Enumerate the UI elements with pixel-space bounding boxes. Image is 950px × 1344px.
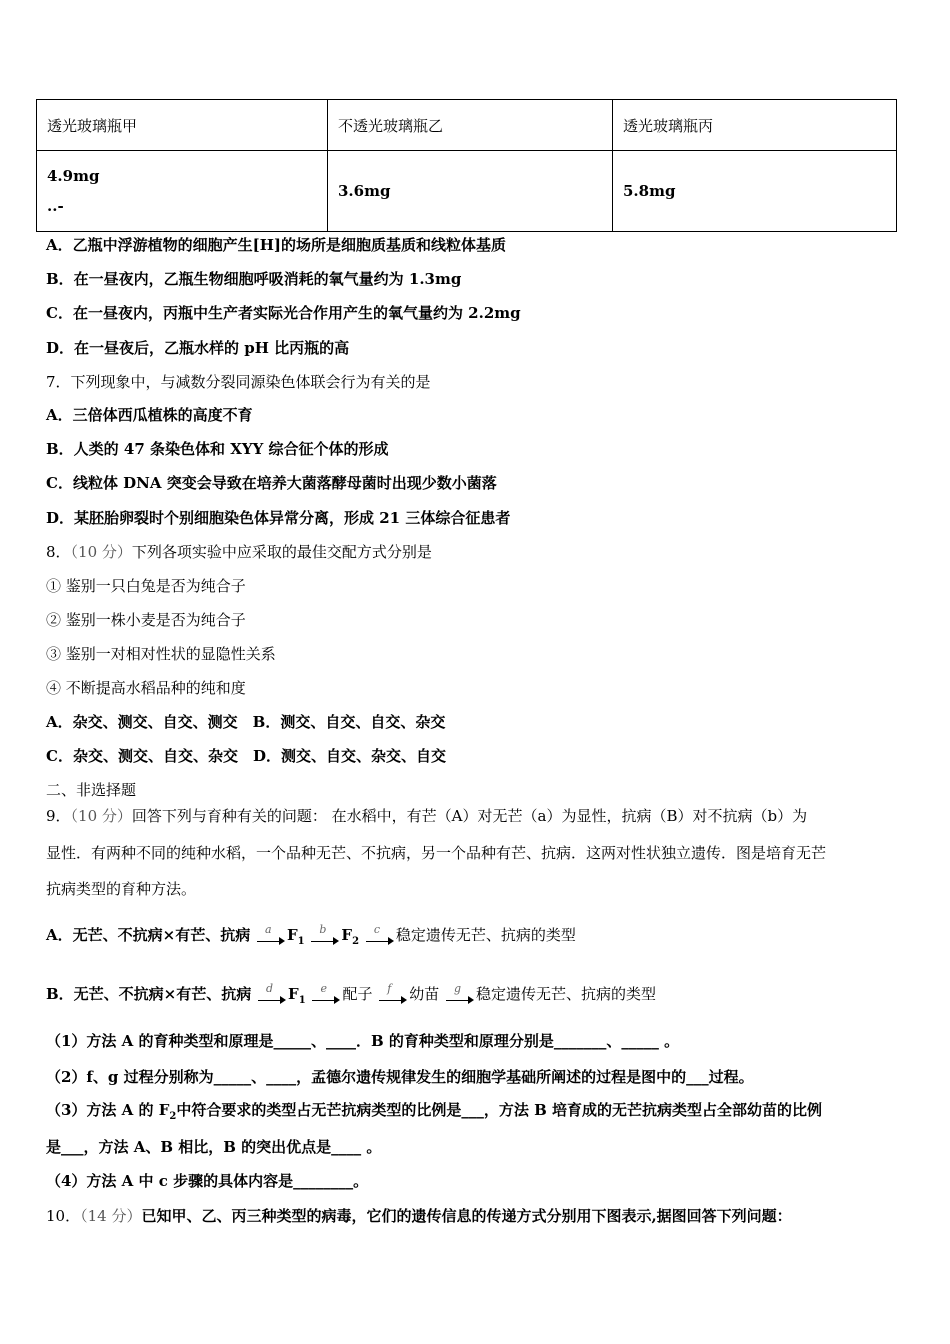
- q10-number: 10．: [46, 1207, 81, 1225]
- f1-letter: F: [287, 926, 298, 944]
- method-b-seedlings: 幼苗: [409, 985, 440, 1003]
- q8-stem-line: [46, 542, 432, 562]
- method-a-start: A．无芒、不抗病×有芒、抗病: [46, 926, 251, 944]
- method-a-f2: [341, 926, 360, 947]
- q8-number: 8．: [46, 543, 71, 561]
- method-a-end: 稳定遗传无芒、抗病的类型: [395, 926, 576, 944]
- q8-score: （10 分）: [70, 543, 132, 561]
- arrow-e-label: e: [320, 982, 327, 995]
- arrow-d: [258, 982, 286, 1011]
- q9-part-2: （2）f、g 过程分别称为_____、____，孟德尔遗传规律发生的细胞学基础所阐述的过程是图中的___过程。: [46, 1068, 754, 1086]
- q8-item-4: ④ 不断提高水稻品种的纯和度: [46, 679, 246, 697]
- q9-score: （10 分）: [70, 807, 132, 825]
- value-jia-mark: ..-: [47, 197, 64, 215]
- q7-option-c: C．线粒体 DNA 突变会导致在培养大菌落酵母菌时出现少数小菌落: [46, 474, 497, 492]
- arrow-b-label: b: [319, 923, 327, 936]
- table-header-row: [37, 100, 897, 151]
- q9-part-3-pre: （3）方法 A 的 F: [46, 1101, 170, 1119]
- arrow-g-label: g: [454, 982, 462, 995]
- results-table: [36, 99, 897, 232]
- q9-part-3-line-2: 是___，方法 A、B 相比，B 的突出优点是____ 。: [46, 1138, 382, 1156]
- b-f1-subscript: 1: [298, 995, 306, 1006]
- arrow-e: [312, 982, 340, 1011]
- method-b-start: B．无芒、不抗病×有芒、抗病: [46, 985, 252, 1003]
- f2-subscript: 2: [352, 936, 360, 947]
- method-b-f1: [288, 985, 306, 1006]
- q6-option-d: D．在一昼夜后，乙瓶水样的 pH 比丙瓶的高: [46, 339, 350, 357]
- q8-item-1: ① 鉴别一只白兔是否为纯合子: [46, 577, 246, 595]
- q10-score: （14 分）: [80, 1207, 142, 1225]
- arrow-a-label: a: [265, 923, 272, 936]
- arrow-f: [379, 982, 407, 1011]
- q10-stem: 已知甲、乙、丙三种类型的病毒，它们的遗传信息的传递方式分别用下图表示,据图回答下列问题：: [141, 1207, 792, 1225]
- arrow-g: [446, 982, 474, 1011]
- q9-stem-line-2: 显性．有两种不同的纯种水稻，一个品种无芒、不抗病，另一个品种有芒、抗病．这两对性状独立遗传．图是培育无芒: [46, 844, 827, 862]
- q9-stem-line-3: 抗病类型的育种方法。: [46, 880, 197, 898]
- q8-options-ab: A．杂交、测交、自交、测交 B．测交、自交、自交、杂交: [46, 713, 446, 731]
- q8-stem: 下列各项实验中应采取的最佳交配方式分别是: [131, 543, 432, 561]
- q9-part-1: （1）方法 A 的育种类型和原理是_____、____．B 的育种类型和原理分别是_______、_____ 。: [46, 1032, 680, 1050]
- value-bottle-bing: 5.8mg: [613, 151, 897, 232]
- f1-subscript: 1: [297, 936, 305, 947]
- value-bottle-jia: [37, 151, 328, 232]
- method-b-flow: [46, 984, 656, 1011]
- method-b-end: 稳定遗传无芒、抗病的类型: [476, 985, 657, 1003]
- method-b-gametes: 配子: [342, 985, 373, 1003]
- header-bottle-jia: 透光玻璃瓶甲: [37, 100, 328, 151]
- q6-option-c: C．在一昼夜内，丙瓶中生产者实际光合作用产生的氧气量约为 2.2mg: [46, 304, 521, 322]
- q6-option-a: A．乙瓶中浮游植物的细胞产生[H]的场所是细胞质基质和线粒体基质: [46, 236, 507, 254]
- q7-option-b: B．人类的 47 条染色体和 XYY 综合征个体的形成: [46, 440, 389, 458]
- q7-option-a: A．三倍体西瓜植株的高度不育: [46, 406, 253, 424]
- arrow-c: [366, 923, 394, 952]
- q9-part-3-post: 中符合要求的类型占无芒抗病类型的比例是___，方法 B 培育成的无芒抗病类型占全部幼苗的比例: [176, 1101, 823, 1119]
- q8-item-2: ② 鉴别一株小麦是否为纯合子: [46, 611, 246, 629]
- b-f1-letter: F: [288, 985, 299, 1003]
- method-a-f1: [287, 926, 305, 947]
- q9-part-3-sub: 2: [169, 1111, 177, 1122]
- header-bottle-bing: 透光玻璃瓶丙: [613, 100, 897, 151]
- q9-part-4: （4）方法 A 中 c 步骤的具体内容是________。: [46, 1172, 369, 1190]
- f2-letter: F: [341, 926, 353, 944]
- table-value-row: [37, 151, 897, 232]
- q9-stem-1: 回答下列与育种有关的问题： 在水稻中，有芒（A）对无芒（a）为显性，抗病（B）对不抗病（b）为: [131, 807, 808, 825]
- value-jia-number: 4.9mg: [47, 167, 100, 185]
- q8-item-3: ③ 鉴别一对相对性状的显隐性关系: [46, 645, 276, 663]
- arrow-b: [311, 923, 339, 952]
- q9-part-3-line-1: [46, 1100, 822, 1127]
- q7-stem: 7．下列现象中，与减数分裂同源染色体联会行为有关的是: [46, 373, 431, 391]
- method-a-flow: [46, 925, 576, 952]
- q9-number: 9．: [46, 807, 71, 825]
- q8-options-cd: C．杂交、测交、自交、杂交 D．测交、自交、杂交、自交: [46, 747, 446, 765]
- section-heading: 二、非选择题: [46, 781, 137, 799]
- q9-stem-line-1: [46, 806, 807, 826]
- arrow-f-label: f: [387, 982, 392, 995]
- q7-option-d: D．某胚胎卵裂时个别细胞染色体异常分离，形成 21 三体综合征患者: [46, 509, 511, 527]
- value-bottle-yi: 3.6mg: [328, 151, 613, 232]
- arrow-d-label: d: [266, 982, 274, 995]
- q10-stem-line: [46, 1206, 792, 1226]
- arrow-c-label: c: [373, 923, 380, 936]
- header-bottle-yi: 不透光玻璃瓶乙: [328, 100, 613, 151]
- q6-option-b: B．在一昼夜内，乙瓶生物细胞呼吸消耗的氧气量约为 1.3mg: [46, 270, 462, 288]
- arrow-a: [257, 923, 285, 952]
